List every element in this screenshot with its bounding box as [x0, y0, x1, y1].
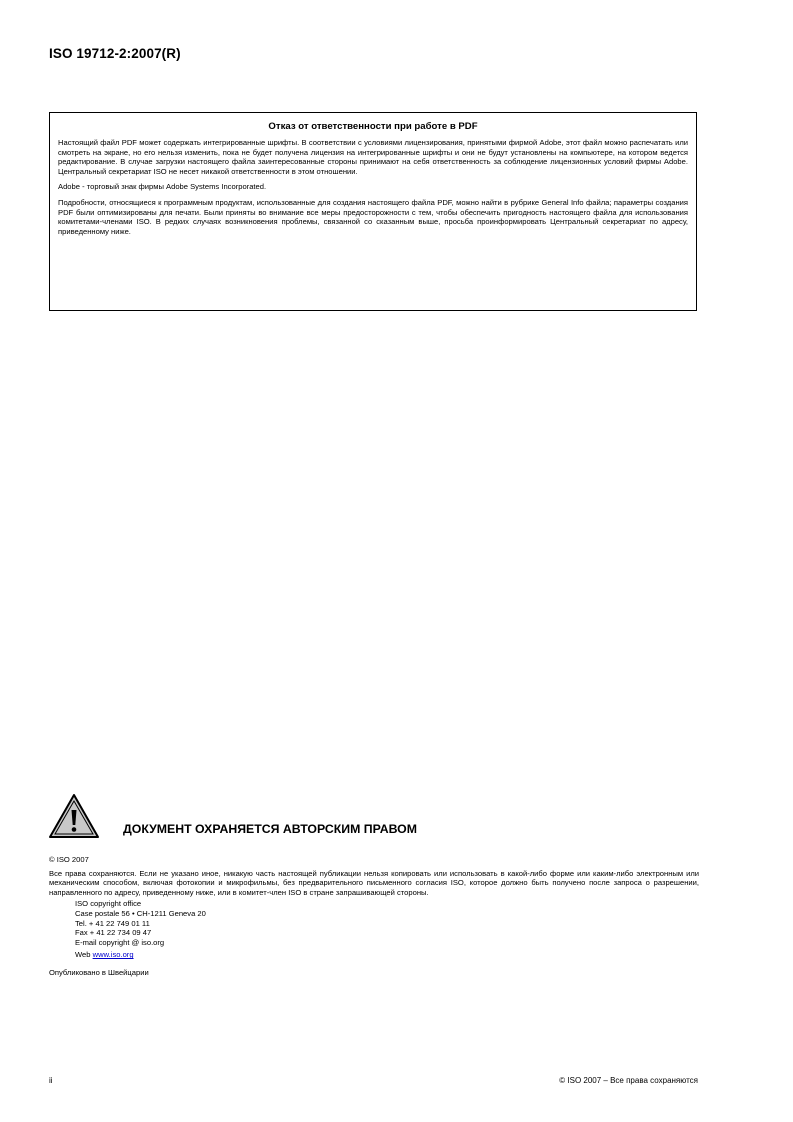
- disclaimer-paragraph-trademark: Adobe - торговый знак фирмы Adobe Systems Incorporated.: [58, 182, 267, 192]
- iso-address: [75, 899, 699, 960]
- disclaimer-paragraph-details: Подробности, относящиеся к программным продуктам, использованные для создания настоящего файла PDF, можно найти в рубрике General Info файла; параметры создания PDF были оптимизированы для печати. Были приняты во внимание все меры предосторожности с тем, чтобы обеспечить пригодность настоящего файла для использования комитетами-членами ISO. В редких случаях возникновения проблемы, связанной со сказанным выше, просьба проинформировать Центральный секретариат по адресу, приведенному ниже.: [58, 197, 688, 236]
- disclaimer-title: Отказ от ответственности при работе в PDF: [268, 121, 478, 132]
- published-note: Опубликовано в Швейцарии: [49, 967, 149, 977]
- web-label: Web: [75, 950, 91, 960]
- address-line-postal: Case postale 56 • CH-1211 Geneva 20: [75, 908, 206, 918]
- address-line-web: [75, 950, 699, 960]
- web-link[interactable]: www.iso.org: [92, 950, 134, 960]
- address-line-fax: Fax + 41 22 734 09 47: [75, 928, 152, 938]
- page-number: ii: [49, 1076, 53, 1085]
- copyright-section: [49, 855, 699, 978]
- address-line-email: E-mail copyright @ iso.org: [75, 937, 165, 947]
- footer-copyright: © ISO 2007 – Все права сохраняются: [559, 1076, 698, 1085]
- copyright-line: © ISO 2007: [49, 855, 89, 864]
- warning-icon: [48, 792, 100, 840]
- copyright-heading: ДОКУМЕНТ ОХРАНЯЕТСЯ АВТОРСКИМ ПРАВОМ: [123, 822, 417, 836]
- document-code: ISO 19712-2:2007(R): [49, 46, 181, 61]
- rights-statement: Все права сохраняются. Если не указано иное, никакую часть настоящей публикации нельзя копировать или использовать в какой-либо форме или каким-либо электронным или механическим способом, включая фотокопии и микрофильмы, без предварительного письменного согласия ISO, которое должно быть получено после запроса о разрешении, направленного по адресу, приведенному ниже, или в комитет-член ISO в стране запрашивающей стороны.: [49, 868, 699, 897]
- disclaimer-paragraph-fonts: Настоящий файл PDF может содержать интегрированные шрифты. В соответствии с условиями лицензирования, принятыми фирмой Adobe, этот файл можно распечатать или смотреть на экране, но его нельзя изменить, пока не будет получена лицензия на интегрированные шрифты и они не будут установлены на компьютере, на котором ведется редактирование. В случае загрузки настоящего файла заинтересованные стороны принимают на себя ответственность за соблюдение лицензионных условий фирмы Adobe. Центральный секретариат ISO не несет никакой ответственности в этом отношении.: [58, 138, 688, 176]
- address-line-tel: Tel. + 41 22 749 01 11: [75, 918, 150, 928]
- address-line-office: ISO copyright office: [75, 899, 142, 909]
- pdf-disclaimer-box: [49, 112, 697, 311]
